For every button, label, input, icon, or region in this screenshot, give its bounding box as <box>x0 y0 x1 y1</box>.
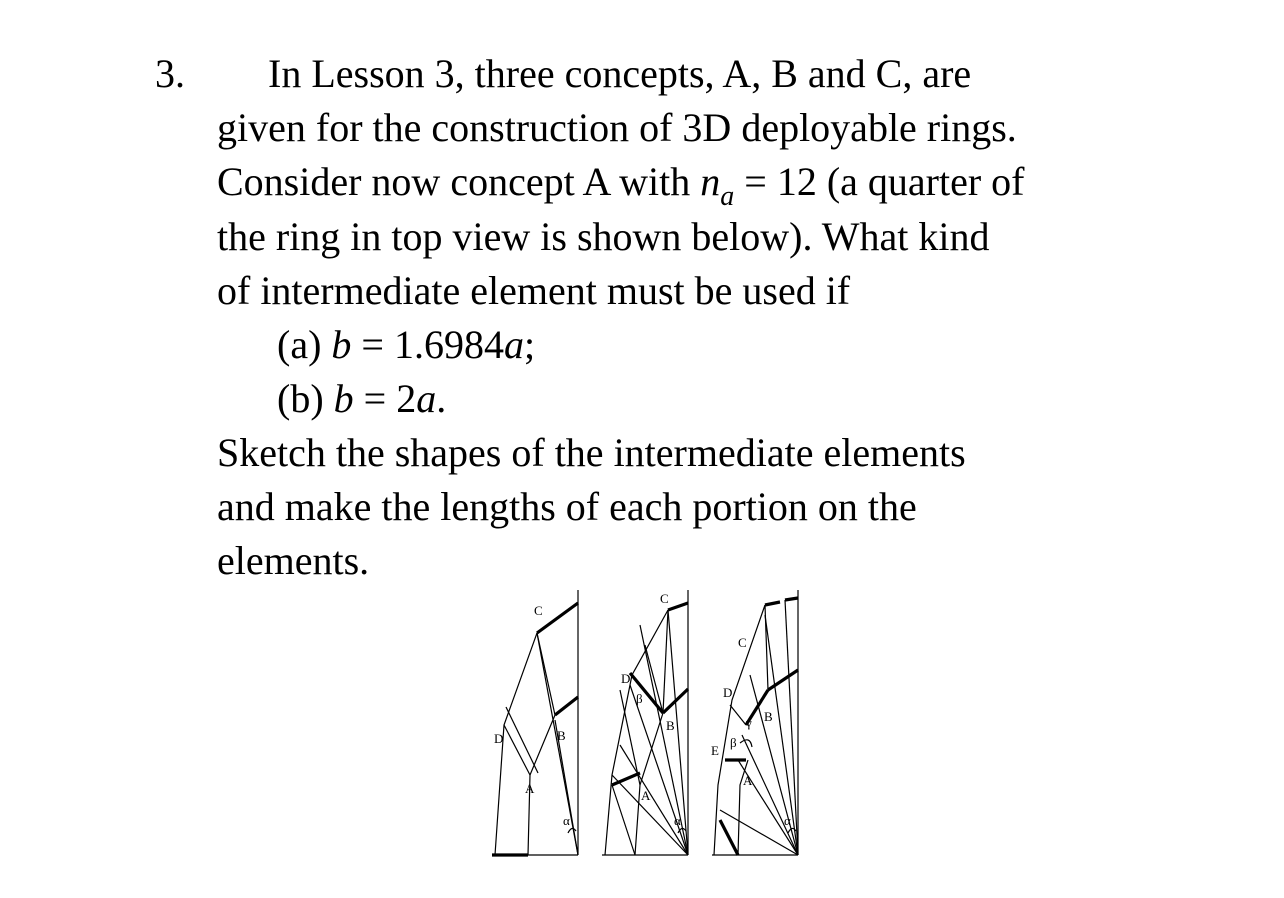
question-line-5: of intermediate element must be used if <box>217 268 851 313</box>
line3-text-post: = 12 (a quarter of <box>734 159 1025 204</box>
link-bar <box>730 705 746 725</box>
thick-element <box>765 602 780 605</box>
label-b: B <box>666 718 675 733</box>
var-n-subscript: a <box>720 181 735 212</box>
label-alpha: α <box>674 813 681 828</box>
part-a <box>277 318 535 372</box>
label-gamma: γ <box>746 715 752 730</box>
link-bar <box>506 707 538 773</box>
question-line-2: given for the construction of 3D deployable rings. <box>217 105 1017 150</box>
label-b: B <box>764 709 773 724</box>
part-a-label: (a) <box>277 322 332 367</box>
part-a-var-a: a <box>503 322 524 367</box>
thick-element <box>663 689 688 713</box>
link-bar <box>765 605 768 690</box>
part-b-end: . <box>436 376 447 421</box>
thick-element <box>537 603 578 633</box>
part-a-var-b: b <box>331 322 352 367</box>
label-c: C <box>660 591 669 606</box>
line3-text-pre: Consider now concept A with <box>217 159 701 204</box>
question-line-3 <box>217 155 1025 214</box>
label-alpha: α <box>784 813 791 828</box>
part-a-eq: = 1.6984 <box>351 322 504 367</box>
link-bar <box>537 633 555 715</box>
label-a: A <box>743 773 753 788</box>
thick-element <box>555 697 578 715</box>
link-bar <box>504 725 530 775</box>
question-number: 3. <box>155 51 185 96</box>
link-bar <box>663 610 668 713</box>
part-b-var-b: b <box>333 376 354 421</box>
label-d: D <box>723 685 733 700</box>
thick-element <box>720 820 738 855</box>
label-c: C <box>738 635 747 650</box>
thick-element <box>785 598 798 600</box>
outer-arc <box>605 610 668 855</box>
question-line-8: Sketch the shapes of the intermediate elements <box>217 430 966 475</box>
label-d: D <box>494 731 504 746</box>
label-a: A <box>525 781 535 796</box>
part-b-label: (b) <box>277 376 334 421</box>
label-alpha: α <box>563 813 570 828</box>
part-b <box>277 372 446 426</box>
label-b: B <box>557 728 566 743</box>
ring-diagram-3 <box>711 590 798 855</box>
question-line-10: elements. <box>217 538 370 583</box>
ring-diagram-2 <box>602 590 688 855</box>
label-c: C <box>534 603 543 618</box>
label-a: A <box>641 788 651 803</box>
question-line-9: and make the lengths of each portion on the <box>217 484 917 529</box>
question-line-4: the ring in top view is shown below). What kind <box>217 214 990 259</box>
label-beta: β <box>730 735 737 750</box>
part-b-var-a: a <box>416 376 437 421</box>
thick-element <box>668 603 688 610</box>
part-b-eq: = 2 <box>353 376 417 421</box>
label-e: E <box>711 743 719 758</box>
var-n: n <box>700 159 721 204</box>
ring-diagram-1 <box>492 590 578 855</box>
question-line-1: In Lesson 3, three concepts, A, B and C, are <box>268 51 972 96</box>
ring-quarter-figure <box>480 585 810 865</box>
part-a-end: ; <box>523 322 536 367</box>
angle-arc <box>568 828 576 833</box>
label-beta: β <box>636 691 643 706</box>
label-d: D <box>621 671 631 686</box>
